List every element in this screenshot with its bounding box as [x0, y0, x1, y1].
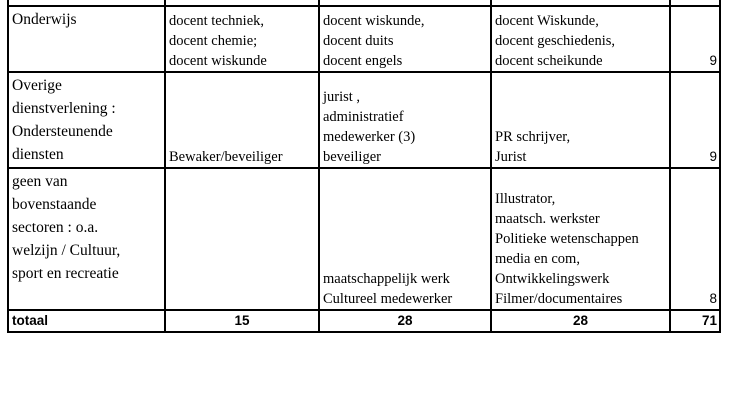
- sector-line: diensten: [12, 146, 64, 163]
- table-row-onderwijs: [8, 6, 720, 72]
- cell-line: media en com,: [495, 251, 580, 267]
- cell: [319, 6, 491, 72]
- cell-line: docent wiskunde,: [323, 13, 425, 29]
- sector-line: sport en recreatie: [12, 265, 119, 282]
- total-c2: 28: [319, 310, 491, 332]
- row-total: 9: [670, 6, 720, 72]
- cell-line: docent geschiedenis,: [495, 33, 615, 49]
- sector-cell: [8, 6, 165, 72]
- cell-line: docent duits: [323, 33, 394, 49]
- sector-line: Onderwijs: [12, 11, 77, 28]
- cell-line: docent techniek,: [169, 13, 265, 29]
- cell-line: maatsch. werkster: [495, 211, 600, 227]
- table-row-totaal: [8, 310, 720, 332]
- cell-line: administratief: [323, 109, 404, 125]
- sector-line: welzijn / Cultuur,: [12, 242, 121, 259]
- cell-line: docent Wiskunde,: [495, 13, 599, 29]
- cell-line: Illustrator,: [495, 191, 556, 207]
- sector-line: Ondersteunende: [12, 123, 113, 140]
- cell-line: Ontwikkelingswerk: [495, 271, 610, 287]
- cell-line: Politieke wetenschappen: [495, 231, 639, 247]
- cell-line: docent wiskunde: [169, 53, 267, 69]
- cell-line: medewerker (3): [323, 129, 416, 145]
- cell-line: maatschappelijk werk: [323, 271, 450, 287]
- cell: [165, 72, 319, 168]
- cell-line: beveiliger: [323, 149, 381, 165]
- cell: [491, 168, 670, 310]
- cell-line: docent scheikunde: [495, 53, 603, 69]
- cell-line: Jurist: [495, 149, 527, 165]
- sector-cell: [8, 72, 165, 168]
- table-row-overige-dienstverlening: [8, 72, 720, 168]
- cell: [491, 72, 670, 168]
- total-c1: 15: [165, 310, 319, 332]
- sector-line: geen van: [12, 173, 68, 190]
- total-c3: 28: [491, 310, 670, 332]
- results-table: [7, 0, 721, 333]
- table-row-geen-van-bovenstaande: [8, 168, 720, 310]
- row-total: 8: [670, 168, 720, 310]
- sector-line: bovenstaande: [12, 196, 97, 213]
- cell-line: docent engels: [323, 53, 403, 69]
- sector-line: sectoren : o.a.: [12, 219, 99, 236]
- cell: [165, 168, 319, 310]
- cell-line: jurist ,: [323, 89, 361, 105]
- sector-line: dienstverlening :: [12, 100, 116, 117]
- grand-total: 71: [670, 310, 720, 332]
- row-total: 9: [670, 72, 720, 168]
- cell: [491, 6, 670, 72]
- cell-line: Bewaker/beveiliger: [169, 149, 283, 165]
- cell-line: docent chemie;: [169, 33, 258, 49]
- cell: [319, 72, 491, 168]
- cell-line: Filmer/documentaires: [495, 291, 623, 307]
- sector-cell: [8, 168, 165, 310]
- cell: [165, 6, 319, 72]
- sector-line: Overige: [12, 77, 62, 94]
- cell: [319, 168, 491, 310]
- cell-line: Cultureel medewerker: [323, 291, 453, 307]
- totals-label: totaal: [8, 310, 165, 332]
- cell-line: PR schrijver,: [495, 129, 571, 145]
